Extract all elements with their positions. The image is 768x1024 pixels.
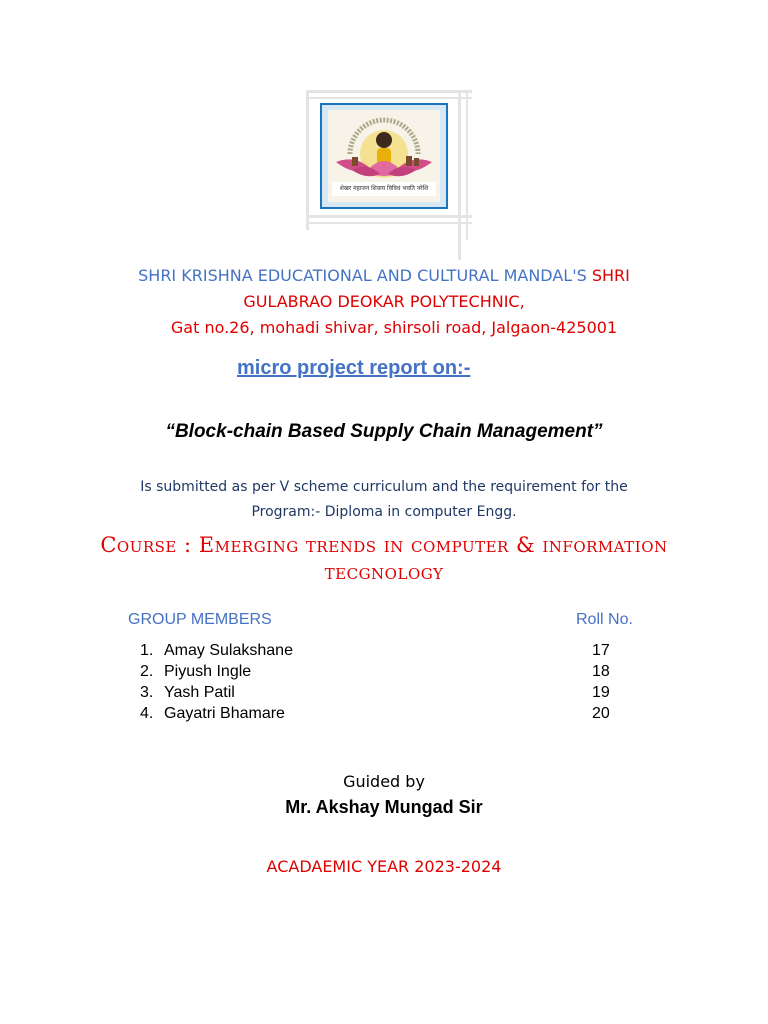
member-number: 2.: [140, 663, 154, 680]
member-row: [140, 663, 620, 684]
member-row: [140, 705, 620, 726]
college-name: GULABRAO DEOKAR POLYTECHNIC,: [243, 292, 525, 311]
academic-year: ACADAEMIC YEAR 2023-2024: [266, 857, 502, 876]
trust-name: SHRI KRISHNA EDUCATIONAL AND CULTURAL MANDAL'S: [138, 266, 587, 285]
member-name: Yash Patil: [164, 684, 235, 701]
member-row: [140, 642, 620, 663]
logo-frame-line-right: [458, 90, 461, 260]
submission-line-2: Program:- Diploma in computer Engg.: [251, 504, 517, 520]
college-name-part1: SHRI: [591, 266, 630, 285]
logo-frame-line-top-inner: [306, 97, 472, 99]
logo-frame-line-bottom-inner: [306, 222, 472, 224]
member-name: Piyush Ingle: [164, 663, 252, 680]
member-roll: 18: [592, 663, 610, 680]
college-logo: [320, 103, 448, 209]
course-line-2: tecgnology: [324, 560, 444, 584]
member-roll: 20: [592, 705, 610, 722]
roll-number-header: Roll No.: [576, 611, 633, 628]
college-address: Gat no.26, mohadi shivar, shirsoli road, Jalgaon-425001: [170, 318, 618, 337]
logo-motto: शेखर महाजन शिवाय विविधं भवति नरेशि: [339, 185, 429, 192]
member-number: 4.: [140, 705, 154, 722]
member-row: [140, 684, 620, 705]
course-name: [0, 532, 768, 586]
group-members-header: GROUP MEMBERS: [128, 611, 272, 628]
member-roll: 17: [592, 642, 610, 659]
member-name: Gayatri Bhamare: [164, 705, 285, 722]
member-roll: 19: [592, 684, 610, 701]
report-heading: micro project report on:-: [237, 357, 471, 379]
logo-frame-line-left: [306, 90, 309, 230]
member-number: 3.: [140, 684, 154, 701]
college-logo-emblem: [328, 110, 440, 202]
logo-frame-line-bottom: [306, 215, 472, 218]
submission-line-1: Is submitted as per V scheme curriculum and the requirement for the: [140, 479, 628, 495]
logo-frame-line-top: [306, 90, 472, 93]
project-title: “Block-chain Based Supply Chain Management”: [165, 421, 603, 442]
guided-by-label: Guided by: [343, 772, 425, 791]
course-line-1: Course : Emerging trends in computer & information: [100, 533, 668, 557]
guide-name: Mr. Akshay Mungad Sir: [285, 797, 483, 817]
member-name: Amay Sulakshane: [164, 642, 293, 659]
institution-header-line1: [0, 266, 768, 285]
member-number: 1.: [140, 642, 154, 659]
